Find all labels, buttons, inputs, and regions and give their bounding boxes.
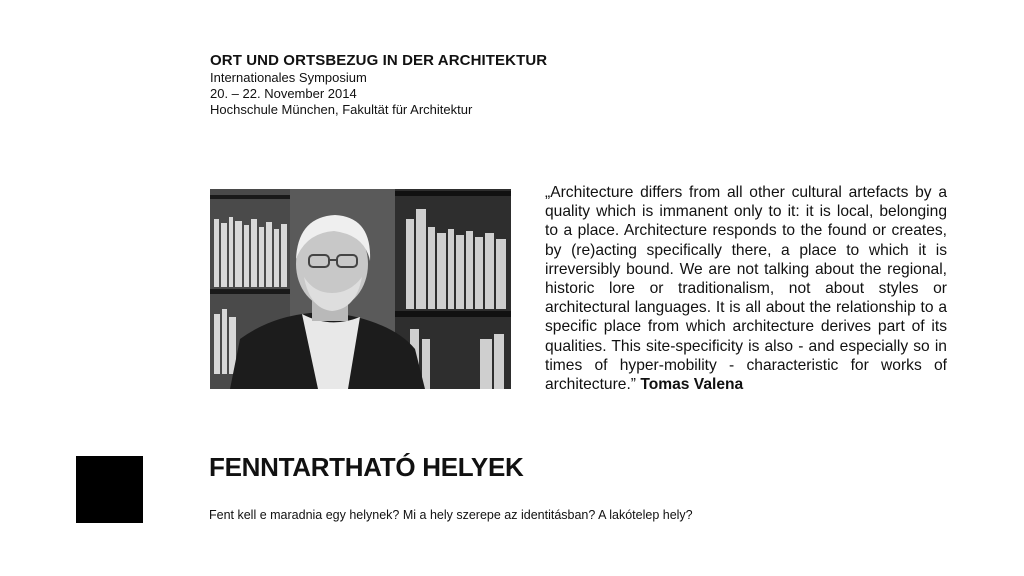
symposium-venue: Hochschule München, Fakultät für Architektur xyxy=(210,102,473,117)
black-square-decoration xyxy=(76,456,143,523)
portrait-illustration xyxy=(210,189,511,389)
symposium-subtitle: Internationales Symposium xyxy=(210,70,367,85)
quote-author: Tomas Valena xyxy=(640,376,744,394)
symposium-title: ORT UND ORTSBEZUG IN DER ARCHITEKTUR xyxy=(210,52,548,69)
quote-block xyxy=(545,183,947,394)
quote-text: „Architecture differs from all other cultural artefacts by a quality which is immanent only to it: it is local, belonging to a place. Architecture responds to the found or creates, by (re)acting specifically there, a place to which it is irreversibly bound. We are not talking about the regional, historic lore or traditionalism, not about styles or architectural languages. It is all about the relationship to a specific place from which architecture derives part of its qualities. This site-specificity is also - and especially so in times of hyper-mobility - characteristic for works of architecture.” xyxy=(545,184,947,394)
header-block xyxy=(210,52,547,118)
symposium-date: 20. – 22. November 2014 xyxy=(210,86,357,101)
section-title: FENNTARTHATÓ HELYEK xyxy=(209,452,524,482)
section-subtitle: Fent kell e maradnia egy helynek? Mi a hely szerepe az identitásban? A lakótelep hely? xyxy=(209,508,693,522)
portrait-photo xyxy=(210,189,511,389)
